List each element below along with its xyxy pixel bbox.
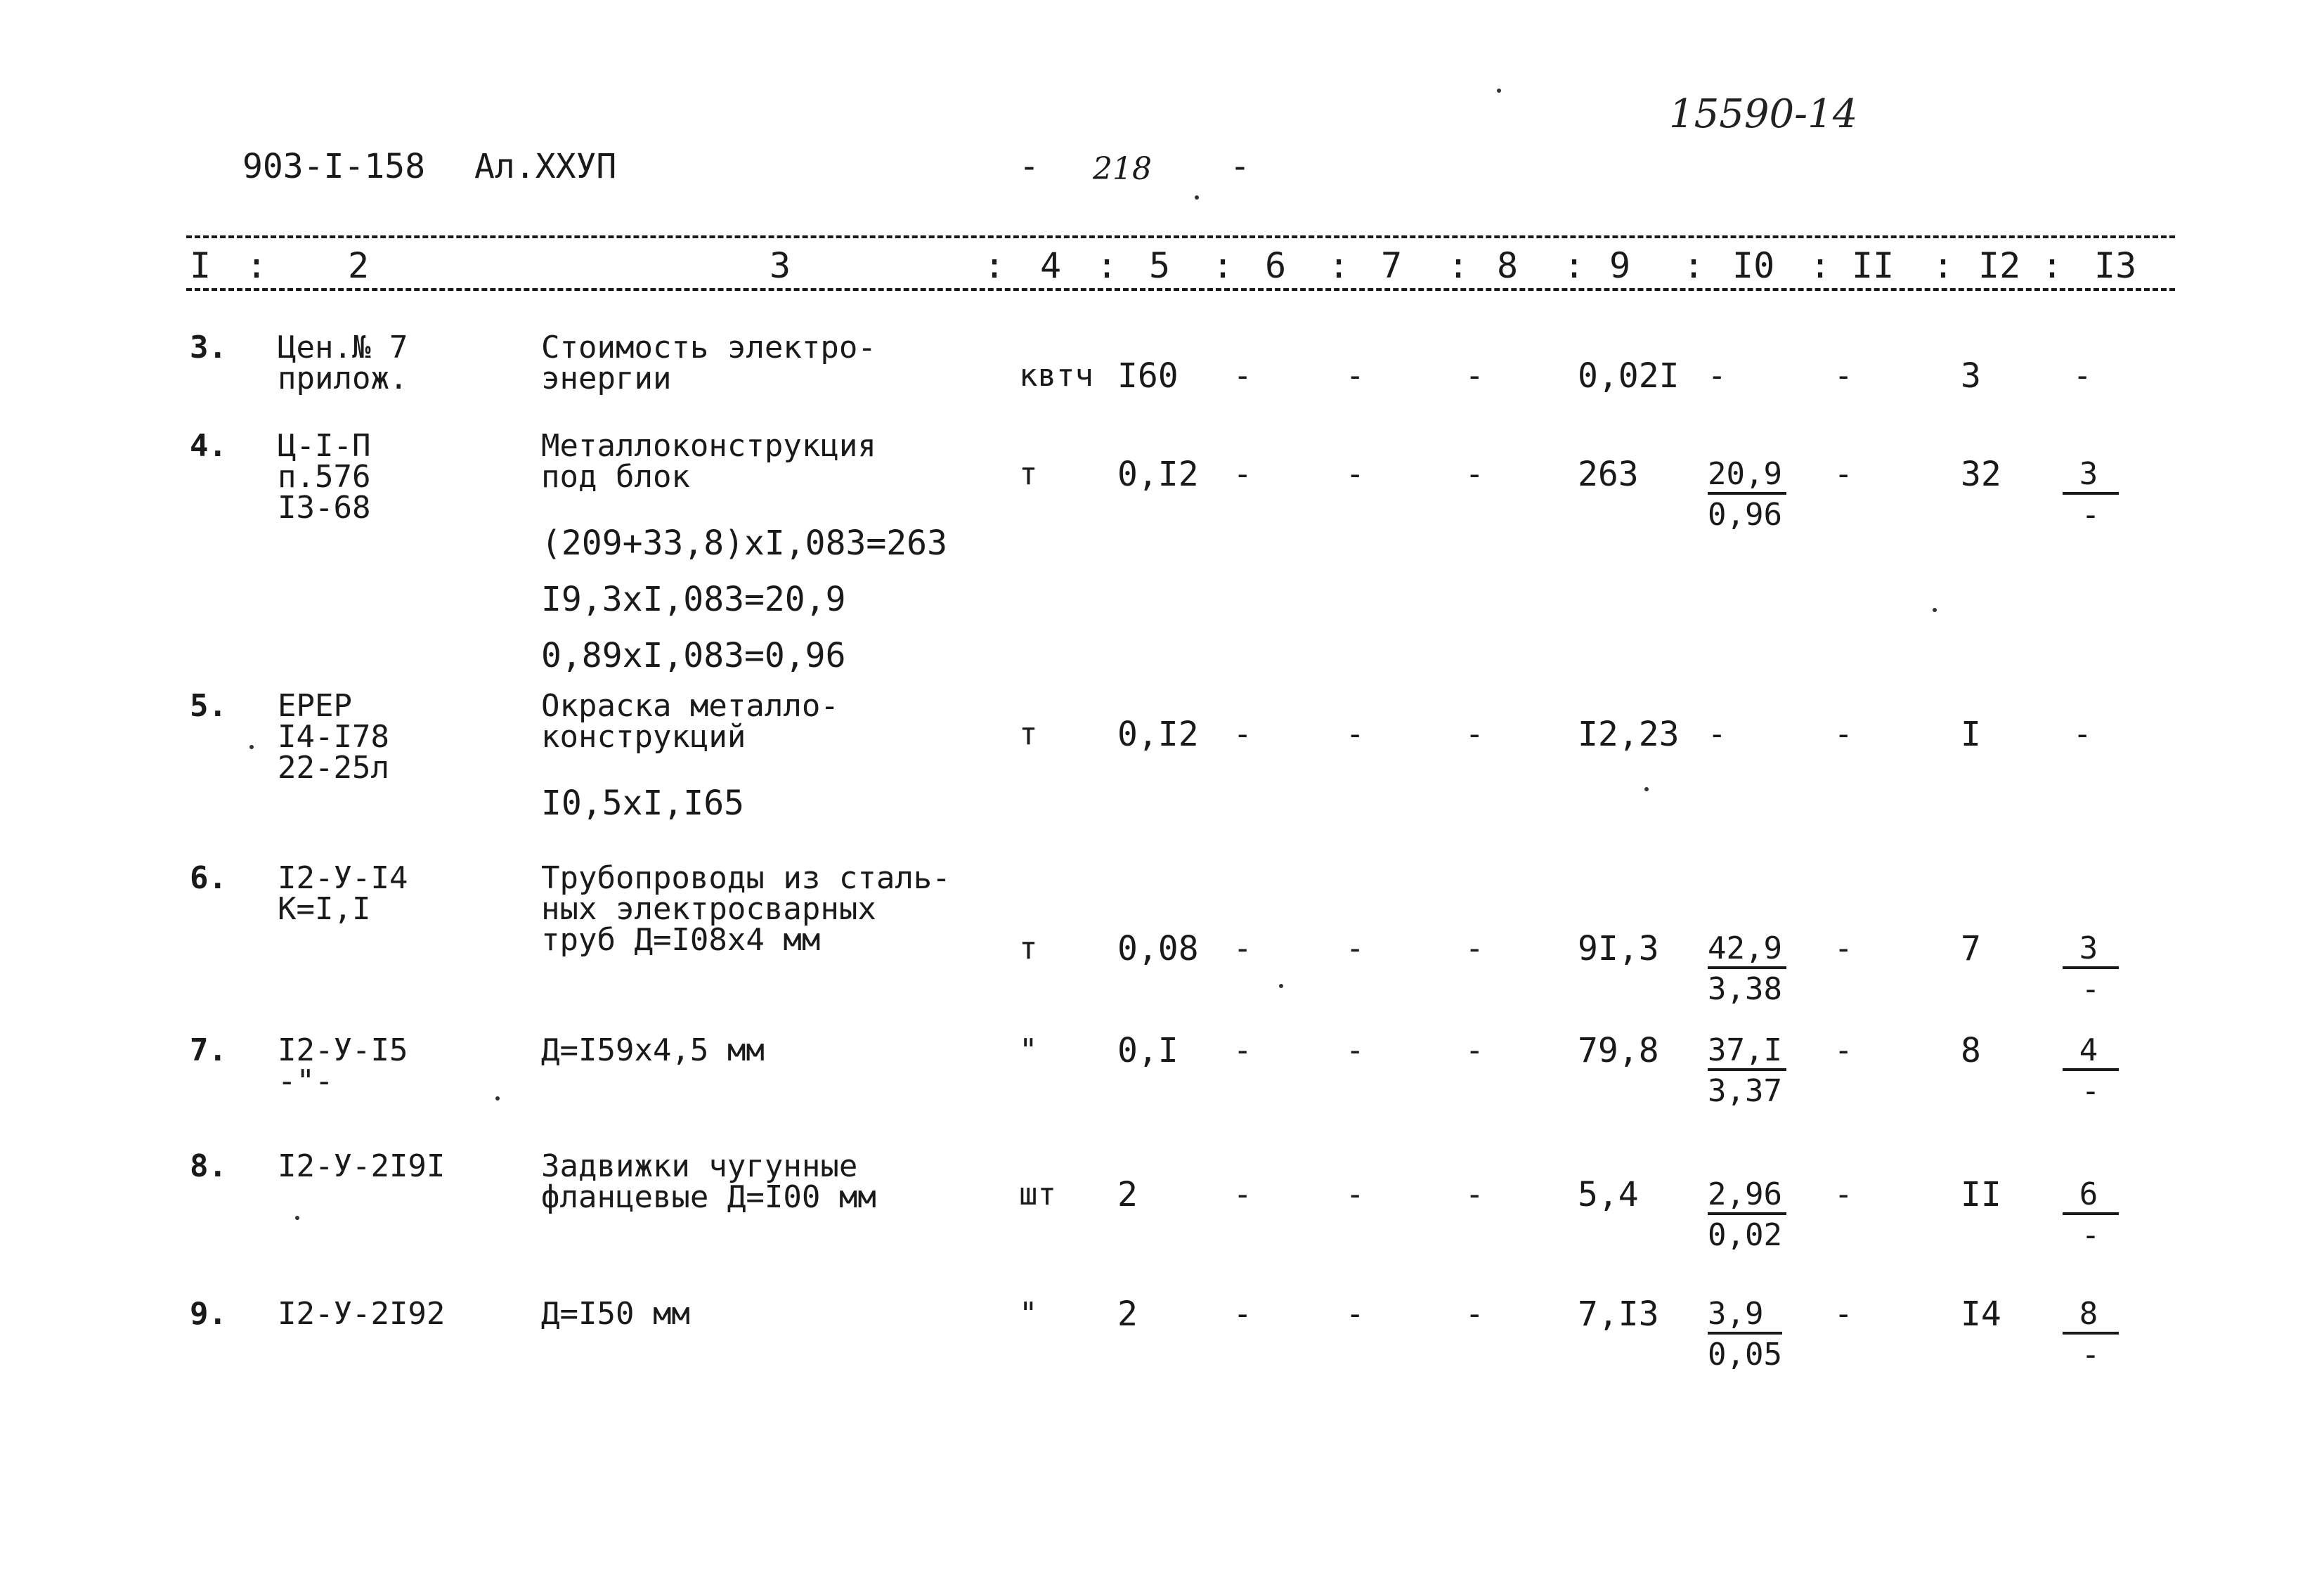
column-separator: : [1096, 245, 1118, 286]
row-col7: - [1346, 1296, 1365, 1332]
fraction-numerator: 20,9 [1708, 457, 1786, 495]
row-col13: - [2073, 358, 2092, 394]
fraction-denominator: - [2081, 1337, 2101, 1372]
row-col11: - [1834, 358, 1853, 394]
column-separator: : [2041, 245, 2063, 286]
speck [1195, 195, 1199, 200]
column-number-4: 4 [1040, 245, 1062, 286]
row-code-line: -"- [278, 1063, 334, 1099]
row-description-line: Д=I50 мм [541, 1296, 690, 1332]
row-quantity: 0,08 [1117, 929, 1199, 968]
row-col12: II [1961, 1175, 2001, 1214]
row-description-line: Д=I59x4,5 мм [541, 1032, 765, 1068]
row-number: 8. [190, 1148, 227, 1184]
row-number: 4. [190, 428, 227, 464]
row-col13-fraction [2063, 931, 2119, 1007]
row-unit: квтч [1019, 358, 1093, 394]
row-col7: - [1346, 358, 1365, 394]
row-col10-fraction [1708, 1033, 1786, 1109]
row-description-line: энергии [541, 361, 672, 396]
row-quantity: I60 [1117, 356, 1179, 396]
row-col9: 79,8 [1578, 1031, 1659, 1070]
column-number-12: I2 [1978, 245, 2021, 286]
row-col11: - [1834, 1176, 1853, 1212]
row-unit: т [1019, 716, 1038, 752]
row-unit: " [1019, 1296, 1038, 1332]
row-col7: - [1346, 1032, 1365, 1068]
fraction-denominator: - [2081, 1217, 2101, 1253]
column-number-6: 6 [1265, 245, 1287, 286]
row-col8: - [1465, 358, 1484, 394]
speck [495, 1096, 500, 1101]
column-separator: : [1564, 245, 1585, 286]
speck [1644, 787, 1649, 791]
row-unit: т [1019, 930, 1038, 966]
row-col11: - [1834, 456, 1853, 492]
row-col9: I2,23 [1578, 715, 1680, 754]
column-number-7: 7 [1381, 245, 1403, 286]
row-col12: I [1961, 715, 1981, 754]
column-separator: : [246, 245, 268, 286]
row-description-line: под блок [541, 459, 690, 495]
fraction-denominator: 0,02 [1708, 1217, 1782, 1253]
fraction-numerator: 3 [2063, 457, 2119, 495]
album-label: Ал.XXУП [474, 147, 617, 186]
row-calculation-line: I0,5xI,I65 [541, 784, 744, 823]
fraction-numerator: 4 [2063, 1033, 2119, 1071]
fraction-numerator: 37,I [1708, 1033, 1786, 1071]
header-bottom-rule [186, 288, 2175, 291]
row-col7: - [1346, 456, 1365, 492]
column-separator: : [1212, 245, 1234, 286]
column-separator: : [1328, 245, 1350, 286]
row-col6: - [1233, 1296, 1252, 1332]
row-col6: - [1233, 358, 1252, 394]
row-description-line: фланцевые Д=I00 мм [541, 1179, 876, 1215]
row-col10-fraction [1708, 457, 1786, 533]
row-number: 9. [190, 1296, 227, 1332]
row-col8: - [1465, 1296, 1484, 1332]
row-code-line: I4-I78 [278, 719, 389, 755]
row-description-line: Трубопроводы из сталь- [541, 860, 951, 896]
row-col6: - [1233, 930, 1252, 966]
page-dash-left: - [1019, 147, 1039, 186]
row-col9: 9I,3 [1578, 929, 1659, 968]
column-number-13: I3 [2094, 245, 2137, 286]
row-col13-fraction [2063, 1177, 2119, 1253]
handwritten-stamp-number: 15590-14 [1669, 91, 1858, 137]
row-col11: - [1834, 716, 1853, 752]
row-number: 7. [190, 1032, 227, 1068]
row-unit: т [1019, 456, 1038, 492]
row-description-line: ных электросварных [541, 891, 876, 927]
row-col10-fraction [1708, 931, 1786, 1007]
row-quantity: 0,I2 [1117, 455, 1199, 494]
speck [295, 1216, 299, 1220]
row-unit: шт [1019, 1176, 1056, 1212]
page-dash-right: - [1230, 147, 1250, 186]
column-number-5: 5 [1149, 245, 1171, 286]
row-description-line: конструкций [541, 719, 746, 755]
fraction-denominator: - [2081, 1073, 2101, 1109]
row-unit: " [1019, 1032, 1038, 1068]
row-col12: 8 [1961, 1031, 1981, 1070]
row-col12: 7 [1961, 929, 1981, 968]
column-number-2: 2 [348, 245, 370, 286]
column-number-11: II [1852, 245, 1895, 286]
row-col13-fraction [2063, 1297, 2119, 1372]
row-col13: - [2073, 716, 2092, 752]
speck [249, 745, 254, 749]
row-code-line: прилож. [278, 361, 408, 396]
row-col13-fraction [2063, 457, 2119, 533]
row-col7: - [1346, 1176, 1365, 1212]
row-code-line: Цен.№ 7 [278, 330, 408, 365]
row-col8: - [1465, 716, 1484, 752]
row-quantity: 2 [1117, 1175, 1138, 1214]
row-calculation-line: I9,3xI,083=20,9 [541, 580, 846, 619]
row-col6: - [1233, 456, 1252, 492]
row-col6: - [1233, 1032, 1252, 1068]
page-number: 218 [1093, 151, 1152, 187]
row-code-line: I2-У-I4 [278, 860, 408, 896]
fraction-denominator: 3,38 [1708, 971, 1782, 1007]
fraction-numerator: 3,9 [1708, 1297, 1782, 1335]
row-col11: - [1834, 1032, 1853, 1068]
row-col10-fraction [1708, 1297, 1782, 1372]
row-description-line: Задвижки чугунные [541, 1148, 858, 1184]
fraction-numerator: 2,96 [1708, 1177, 1786, 1215]
speck [1279, 984, 1283, 988]
row-col13-fraction [2063, 1033, 2119, 1109]
row-code-line: 22-25л [278, 750, 389, 786]
column-number-10: I0 [1732, 245, 1775, 286]
row-code-line: I3-68 [278, 490, 371, 526]
column-separator: : [1933, 245, 1954, 286]
row-col12: 3 [1961, 356, 1981, 396]
row-col7: - [1346, 716, 1365, 752]
row-code-line: I2-У-I5 [278, 1032, 408, 1068]
row-col9: 7,I3 [1578, 1294, 1659, 1334]
row-col8: - [1465, 930, 1484, 966]
row-code-line: п.576 [278, 459, 371, 495]
row-number: 3. [190, 330, 227, 365]
row-col11: - [1834, 930, 1853, 966]
fraction-numerator: 42,9 [1708, 931, 1786, 969]
row-col6: - [1233, 716, 1252, 752]
fraction-denominator: - [2081, 497, 2101, 533]
row-col8: - [1465, 1176, 1484, 1212]
row-col10: - [1708, 358, 1727, 394]
header-top-rule [186, 235, 2175, 238]
row-col9: 263 [1578, 455, 1639, 494]
row-calculation-line: 0,89xI,083=0,96 [541, 636, 846, 675]
row-col10: - [1708, 716, 1727, 752]
fraction-denominator: 0,05 [1708, 1337, 1782, 1372]
row-col11: - [1834, 1296, 1853, 1332]
column-separator: : [1683, 245, 1705, 286]
fraction-numerator: 3 [2063, 931, 2119, 969]
row-code-line: К=I,I [278, 891, 371, 927]
fraction-numerator: 6 [2063, 1177, 2119, 1215]
row-code-line: I2-У-2I92 [278, 1296, 446, 1332]
document-code: 903-I-158 [242, 147, 426, 186]
row-col9: 0,02I [1578, 356, 1680, 396]
row-code-line: I2-У-2I9I [278, 1148, 446, 1184]
row-code-line: ЕРЕР [278, 688, 352, 724]
row-col6: - [1233, 1176, 1252, 1212]
row-col7: - [1346, 930, 1365, 966]
row-quantity: 0,I2 [1117, 715, 1199, 754]
row-code-line: Ц-I-П [278, 428, 371, 464]
column-number-1: I [190, 245, 212, 286]
column-number-3: 3 [770, 245, 791, 286]
fraction-denominator: - [2081, 971, 2101, 1007]
row-col12: 32 [1961, 455, 2001, 494]
column-separator: : [984, 245, 1006, 286]
fraction-denominator: 3,37 [1708, 1073, 1782, 1109]
row-description-line: Стоимость электро- [541, 330, 876, 365]
row-number: 6. [190, 860, 227, 896]
fraction-denominator: 0,96 [1708, 497, 1782, 533]
row-col8: - [1465, 456, 1484, 492]
row-quantity: 2 [1117, 1294, 1138, 1334]
speck [1933, 608, 1937, 612]
row-number: 5. [190, 688, 227, 724]
row-calculation-line: (209+33,8)xI,083=263 [541, 524, 947, 563]
fraction-numerator: 8 [2063, 1297, 2119, 1335]
speck [1497, 89, 1501, 93]
row-col9: 5,4 [1578, 1175, 1639, 1214]
row-description-line: Окраска металло- [541, 688, 839, 724]
row-description-line: Металлоконструкция [541, 428, 876, 464]
row-col12: I4 [1961, 1294, 2001, 1334]
row-col10-fraction [1708, 1177, 1786, 1253]
column-separator: : [1810, 245, 1831, 286]
column-number-8: 8 [1497, 245, 1519, 286]
row-col8: - [1465, 1032, 1484, 1068]
row-quantity: 0,I [1117, 1031, 1179, 1070]
column-number-9: 9 [1609, 245, 1631, 286]
row-description-line: труб Д=I08x4 мм [541, 922, 821, 958]
column-separator: : [1448, 245, 1469, 286]
